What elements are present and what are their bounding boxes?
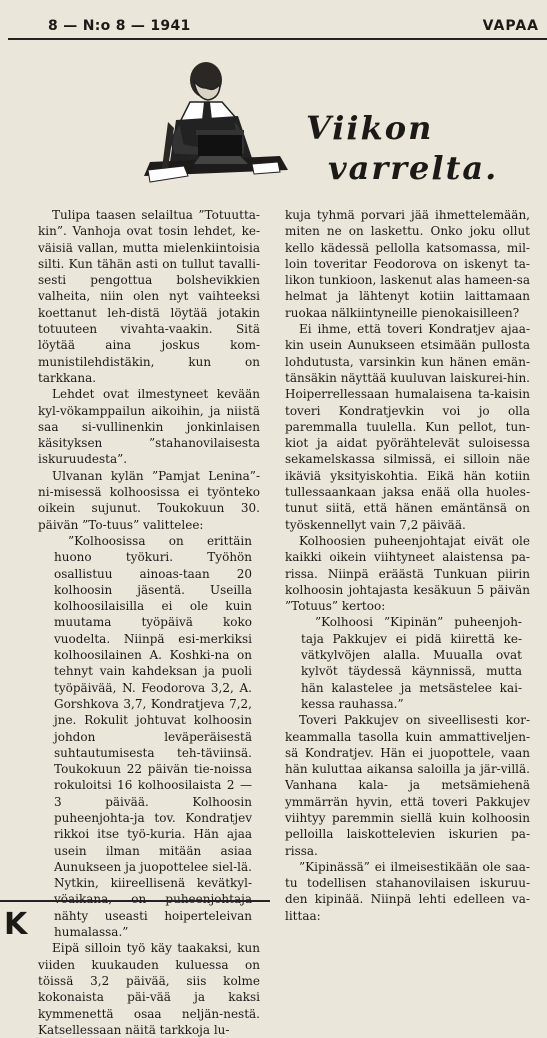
paragraph: Tulipa taasen selailtua ”Totuutta-kin”. Vanhoja ovat tosin lehdet, ke-väisiä vallan, mutta mielenkiintoisia silti. Kun tähän asti on tullut tavalli-sesti pengottua bolshevikkien valheita, niin olen nyt vaihteeksi koettanut leh-distä löytää jotakin totuuteen vivahta-vaakin. Sitä löytää aina joskus kom-munistilehdistäkin, kun on tarkkana. (38, 208, 260, 385)
paragraph: Ei ihme, että toveri Kondratjev ajaa-kin usein Aunukseen etsimään pullosta lohdutusta, varsinkin kun hänen emän-tänsäkin näyttää kuuluvan laiskurei-hin. Hoiperrellessaan humalaisena ta-kaisin toveri Kondratjevkin voi jo olla paremmalla tuulella. Kun pellot, tun-kiot ja aidat pyörähtelevät suloisessa sekamelskassa silmissä, ei silloin näe ikäviä yksityiskohtia. Eikä hän kotiin tullessaankaan jaksa enää olla huoles-tunut siitä, että hänen emäntänsä on työskennellyt vain 7,2 päivää. (285, 322, 530, 532)
man-at-typewriter-icon (140, 58, 290, 198)
paragraph: Lehdet ovat ilmestyneet kevään kyl-vökamppailun aikoihin, ja niistä saa si-vullinenkin jonkinlaisen käsityksen ”stahanovilaisesta iskuruudesta”. (38, 387, 260, 467)
title-line-2: varrelta. (328, 149, 499, 187)
paragraph: Ulvanan kylän ”Pamjat Lenina”-ni-misessä kolhoosissa ei työnteko oikein sujunut. Toukokuun 30. päivän ”To-tuus” valittelee: (38, 468, 260, 532)
quote-paragraph: ”Kolhoosissa on erittäin huono työkuri. Työhön osallistuu ainoas-taan 20 kolhoosin jäsentä. Useilla kolhoosilaisilla ei ole kuin muutama työpäivä koko vuodelta. Niinpä esi-merkiksi kolhoosilainen A. Koshki-na on tehnyt vain kahdeksan ja puoli työpäivää, N. Feodorova 3,2, A. Gorshkova 3,7, Kondratjeva 7,2, jne. Rokulit johtuvat kolhoosin johdon leväperäisestä suhtautumisesta teh-täviinsä. Toukokuun 22 päivän tie-noissa rokuloitsi 16 kolhoosilaista 2 —3 päivää. Kolhoosin puheenjohta-ja tov. Kondratjev rikkoi itse työ-kuria. Hän ajaa usein ilman mitään asiaa Aunukseen ja juopottelee siel-lä. Nytkin, kiireellisenä kevätkyl- nähty useasti hoiperteleivan humalassa.” (54, 533, 252, 940)
page-header (0, 0, 547, 44)
paragraph: ”Kipinässä” ei ilmeisesti​kään ole saa-tu todellisen stahanovilaisen iskuruu-den kipinää. Niinpä lehti edelleen va-littaa: (285, 859, 530, 923)
quote-paragraph: ”Kolhoosi ”Kipinän” puheenjoh-taja Pakkujev ei pidä kiirettä ke-vätkylvöjen alalla. Muualla ovat kylvöt täydessä käynnissä, mutta hän kalastelee ja metsästelee kai-kessa rauhassa.” (301, 615, 522, 711)
next-article-initial: K (4, 907, 28, 942)
paragraph: Toveri Pakkujev on siveellisesti kor-keammalla tasolla kuin ammattiveljen-sä Kondratjev. Hän ei juopottele, vaan hän kuluttaa aikansa saloilla ja jär-villä. Vanhana kala- ja metsämiehenä ymmärrän hyvin, että toveri Pakkujev viihtyy paremmin siellä kuin kolhoosin pelloilla laiskottelevien iskurien pa-rissa. (285, 713, 530, 858)
publication-name: VAPAA (482, 18, 539, 34)
header-rule (8, 38, 547, 40)
right-column (285, 207, 530, 924)
issue-line: 8 — N:o 8 — 1941 (48, 18, 191, 34)
section-rule (0, 900, 270, 902)
paragraph: Eipä silloin työ käy taakaksi, kun viiden kuukauden kuluessa on töissä 3,2 päivää, siis kolme kokonaista päi-vää ja kaksi kymmenettä osaa neljän-nestä. Katsellessaan näitä tarkkoja lu- (38, 941, 260, 1037)
left-column (38, 207, 260, 1038)
paragraph: kuja tyhmä porvari jää ihmettelemään, miten ne on laskettu. Onko joku ollut kello kädessä pellolla katsomassa, mil-loin toveritar Feodorova on iskenyt ta-likon tunkioon, laskenut alas hameen-sa helmat ja lähtenyt kotiin laittamaan ruokaa nälkiintyneille pienokaisilleen? (285, 208, 530, 320)
article-title (300, 108, 545, 188)
title-line-1: Viikon (306, 109, 434, 147)
paragraph: Kolhoosien puheenjohtajat eivät ole kaikki oikein viihtyneet alaistensa pa-rissa. Niinpä eräästä Tunkuan piirin kolhoosin johtajasta kesäkuun 5 päivän ”Totuus” kertoo: (285, 533, 530, 614)
